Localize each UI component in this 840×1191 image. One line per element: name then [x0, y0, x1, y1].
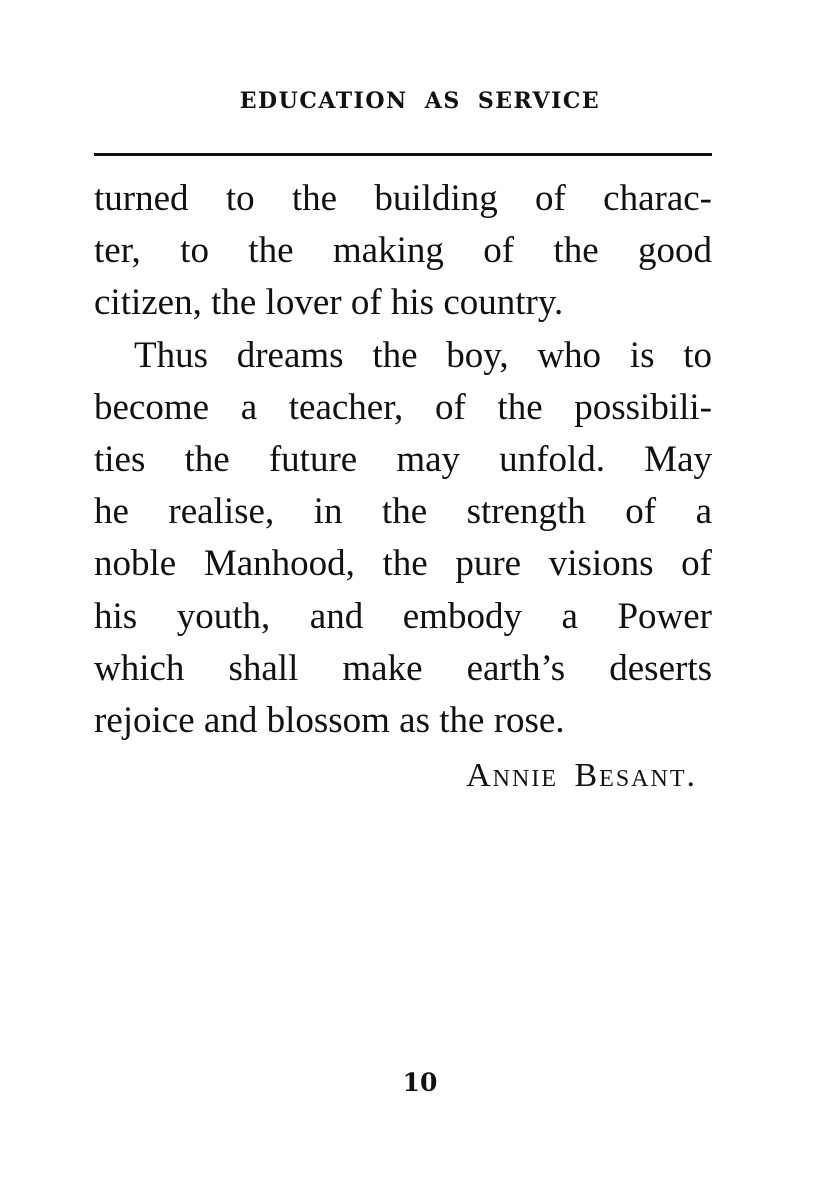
text-line: turned to the building of charac-	[94, 178, 712, 219]
text-line: ter, to the making of the good	[94, 230, 712, 272]
running-head: EDUCATION AS SERVICE	[239, 88, 601, 114]
body-text	[94, 173, 712, 747]
header-rule	[94, 153, 712, 156]
text-line: his youth, and embody a Power	[94, 595, 712, 637]
text-line: he realise, in the strength of a	[94, 491, 712, 533]
text-line: rejoice and blossom as the rose.	[94, 700, 565, 742]
author-signature: Annie Besant.	[466, 757, 697, 794]
page-number: 10	[402, 1068, 438, 1097]
text-line: ties the future may unfold. May	[94, 439, 712, 481]
text-line: noble Manhood, the pure visions of	[94, 543, 712, 585]
text-line: which shall make earth’s deserts	[94, 647, 712, 689]
text-line: citizen, the lover of his country.	[94, 282, 564, 324]
text-line: become a teacher, of the possibili-	[94, 386, 712, 428]
text-line: Thus dreams the boy, who is to	[134, 334, 712, 376]
